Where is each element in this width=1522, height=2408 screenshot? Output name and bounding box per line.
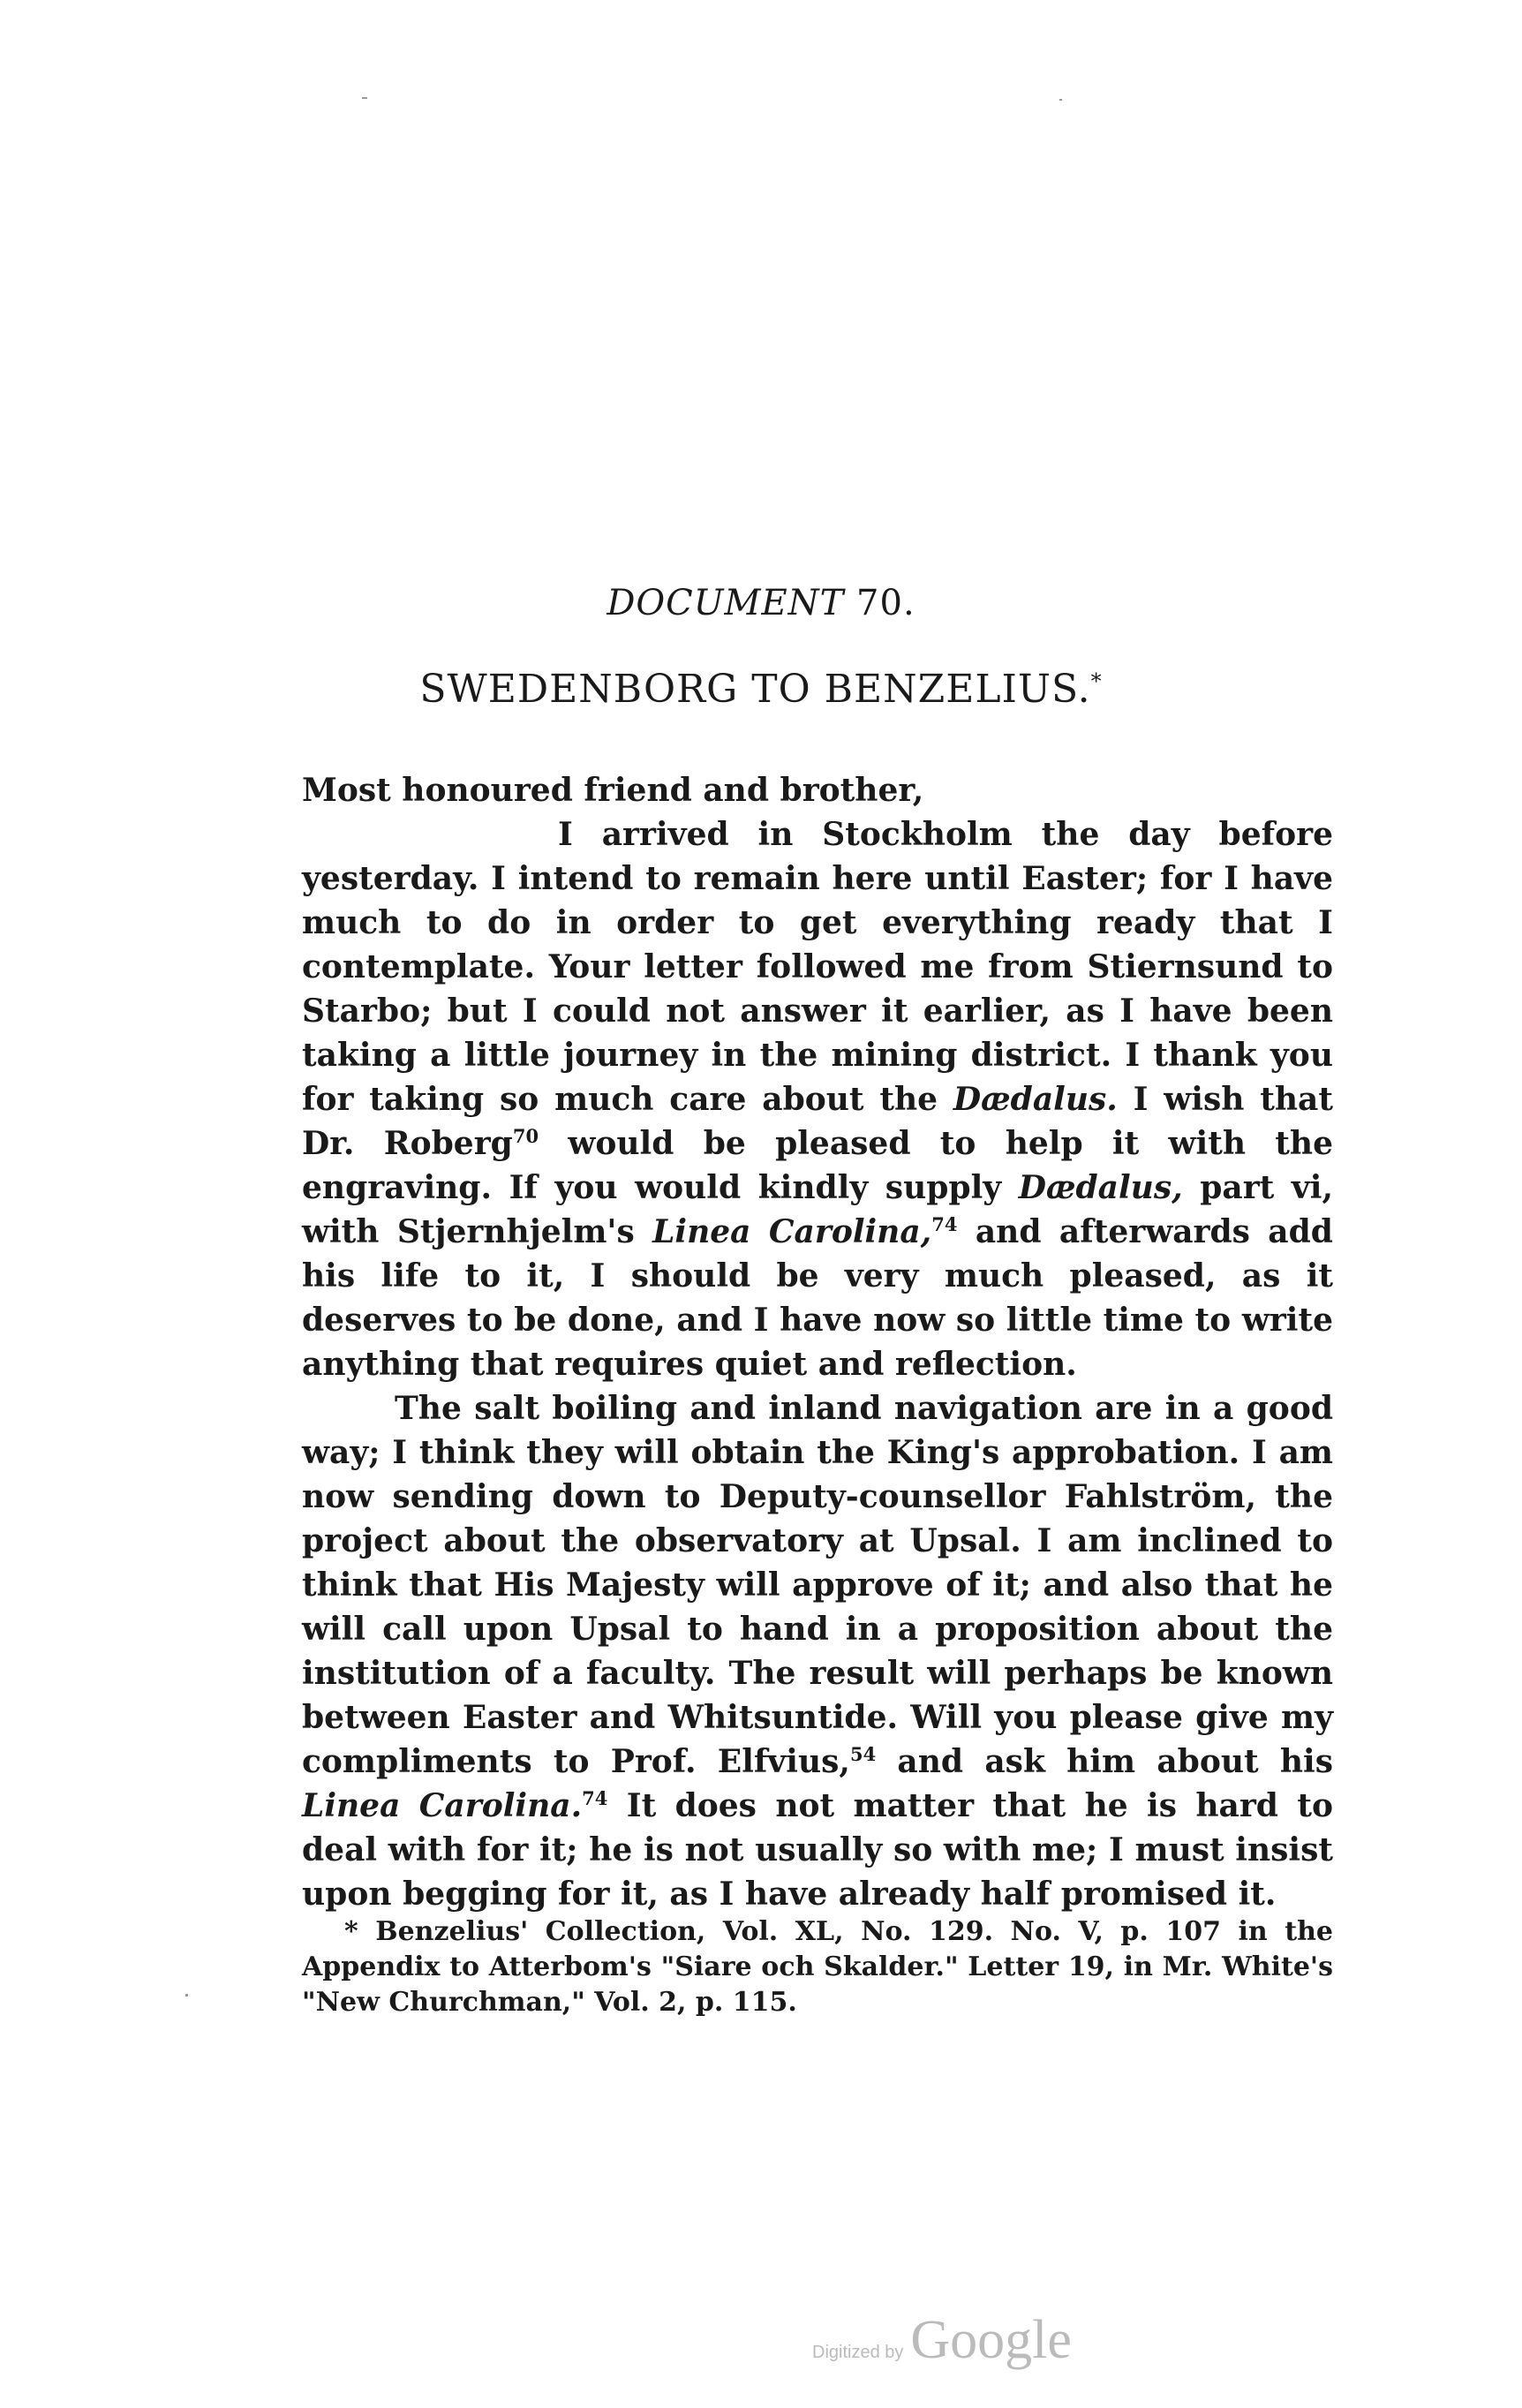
footnote-ref: 70: [512, 1125, 539, 1147]
italic-title: Dædalus,: [1018, 1169, 1183, 1206]
footnote: * Benzelius' Collection, Vol. XL, No. 129. No. V, p. 107 in the Appendix to Atterbom's "Siare och Skalder." Letter 19, in Mr. White's "New Churchman," Vol. 2, p. 115.: [302, 1916, 1333, 2018]
salutation: Most honoured friend and brother,: [302, 772, 924, 809]
letter-body: [302, 768, 1333, 1916]
document-number: 70.: [856, 583, 915, 623]
document-title-text: SWEDENBORG TO BENZELIUS.: [419, 667, 1091, 712]
footnote-ref: 74: [582, 1787, 608, 1809]
text-run: would be pleased to help it with the engraving. If you would kindly supply: [302, 1125, 1333, 1206]
scan-speck: [185, 1994, 188, 1997]
paragraph-1: [302, 812, 1333, 1386]
footnote-ref: 54: [849, 1743, 877, 1765]
text-run: and afterwards add his life to it, I should be very much pleased, as it deserves to be done, and I have now so little time to write anything that requires quiet and reflection.: [302, 1213, 1333, 1383]
text-run: part vi, with Stjernhjelm's: [302, 1169, 1333, 1250]
scan-speck: [362, 97, 367, 99]
text-run: I wish that Dr. Roberg: [302, 1081, 1333, 1162]
digitized-prefix: Digitized by: [812, 2343, 904, 2362]
text-run: I arrived in Stockholm the day before yesterday. I intend to remain here until Easter; for I have much to do in order to get everything ready that I contemplate. Your letter followed me from Stiernsund to Starbo; but I could not answer it earlier, as I have been taking a little journey in the mining district. I thank you for taking so much care about the: [302, 816, 1333, 1118]
text-run: and ask him about his: [876, 1743, 1333, 1780]
italic-title: Linea Carolina.: [302, 1787, 583, 1824]
text-run: The salt boiling and inland navigation are in a good way; I think they will obtain the King's approbation. I am now sending down to Deputy-counsellor Fahlström, the project about the observatory at Upsal. I am inclined to think that His Majesty will approve of it; and also that he will call upon Upsal to hand in a proposition about the institution of a faculty. The result will perhaps be known between Easter and Whitsuntide. Will you please give my compliments to Prof. Elfvius,: [302, 1390, 1333, 1780]
italic-title: Dædalus.: [953, 1081, 1118, 1118]
digitized-watermark: [812, 2309, 1112, 2372]
scan-speck: [1059, 99, 1062, 101]
italic-title: Linea Carolina,: [652, 1213, 932, 1250]
document-label: DOCUMENT: [607, 583, 845, 623]
title-footnote-mark: *: [1090, 668, 1103, 694]
document-number-heading: [0, 583, 1522, 623]
footnote-ref: 74: [931, 1213, 958, 1235]
text-run: It does not matter that he is hard to deal with for it; he is not usually so with me; I must insist upon begging for it, as I have already half promised it.: [302, 1787, 1333, 1913]
google-logo: Google: [910, 2310, 1072, 2370]
paragraph-2: [302, 1386, 1333, 1916]
document-title: [0, 667, 1522, 712]
